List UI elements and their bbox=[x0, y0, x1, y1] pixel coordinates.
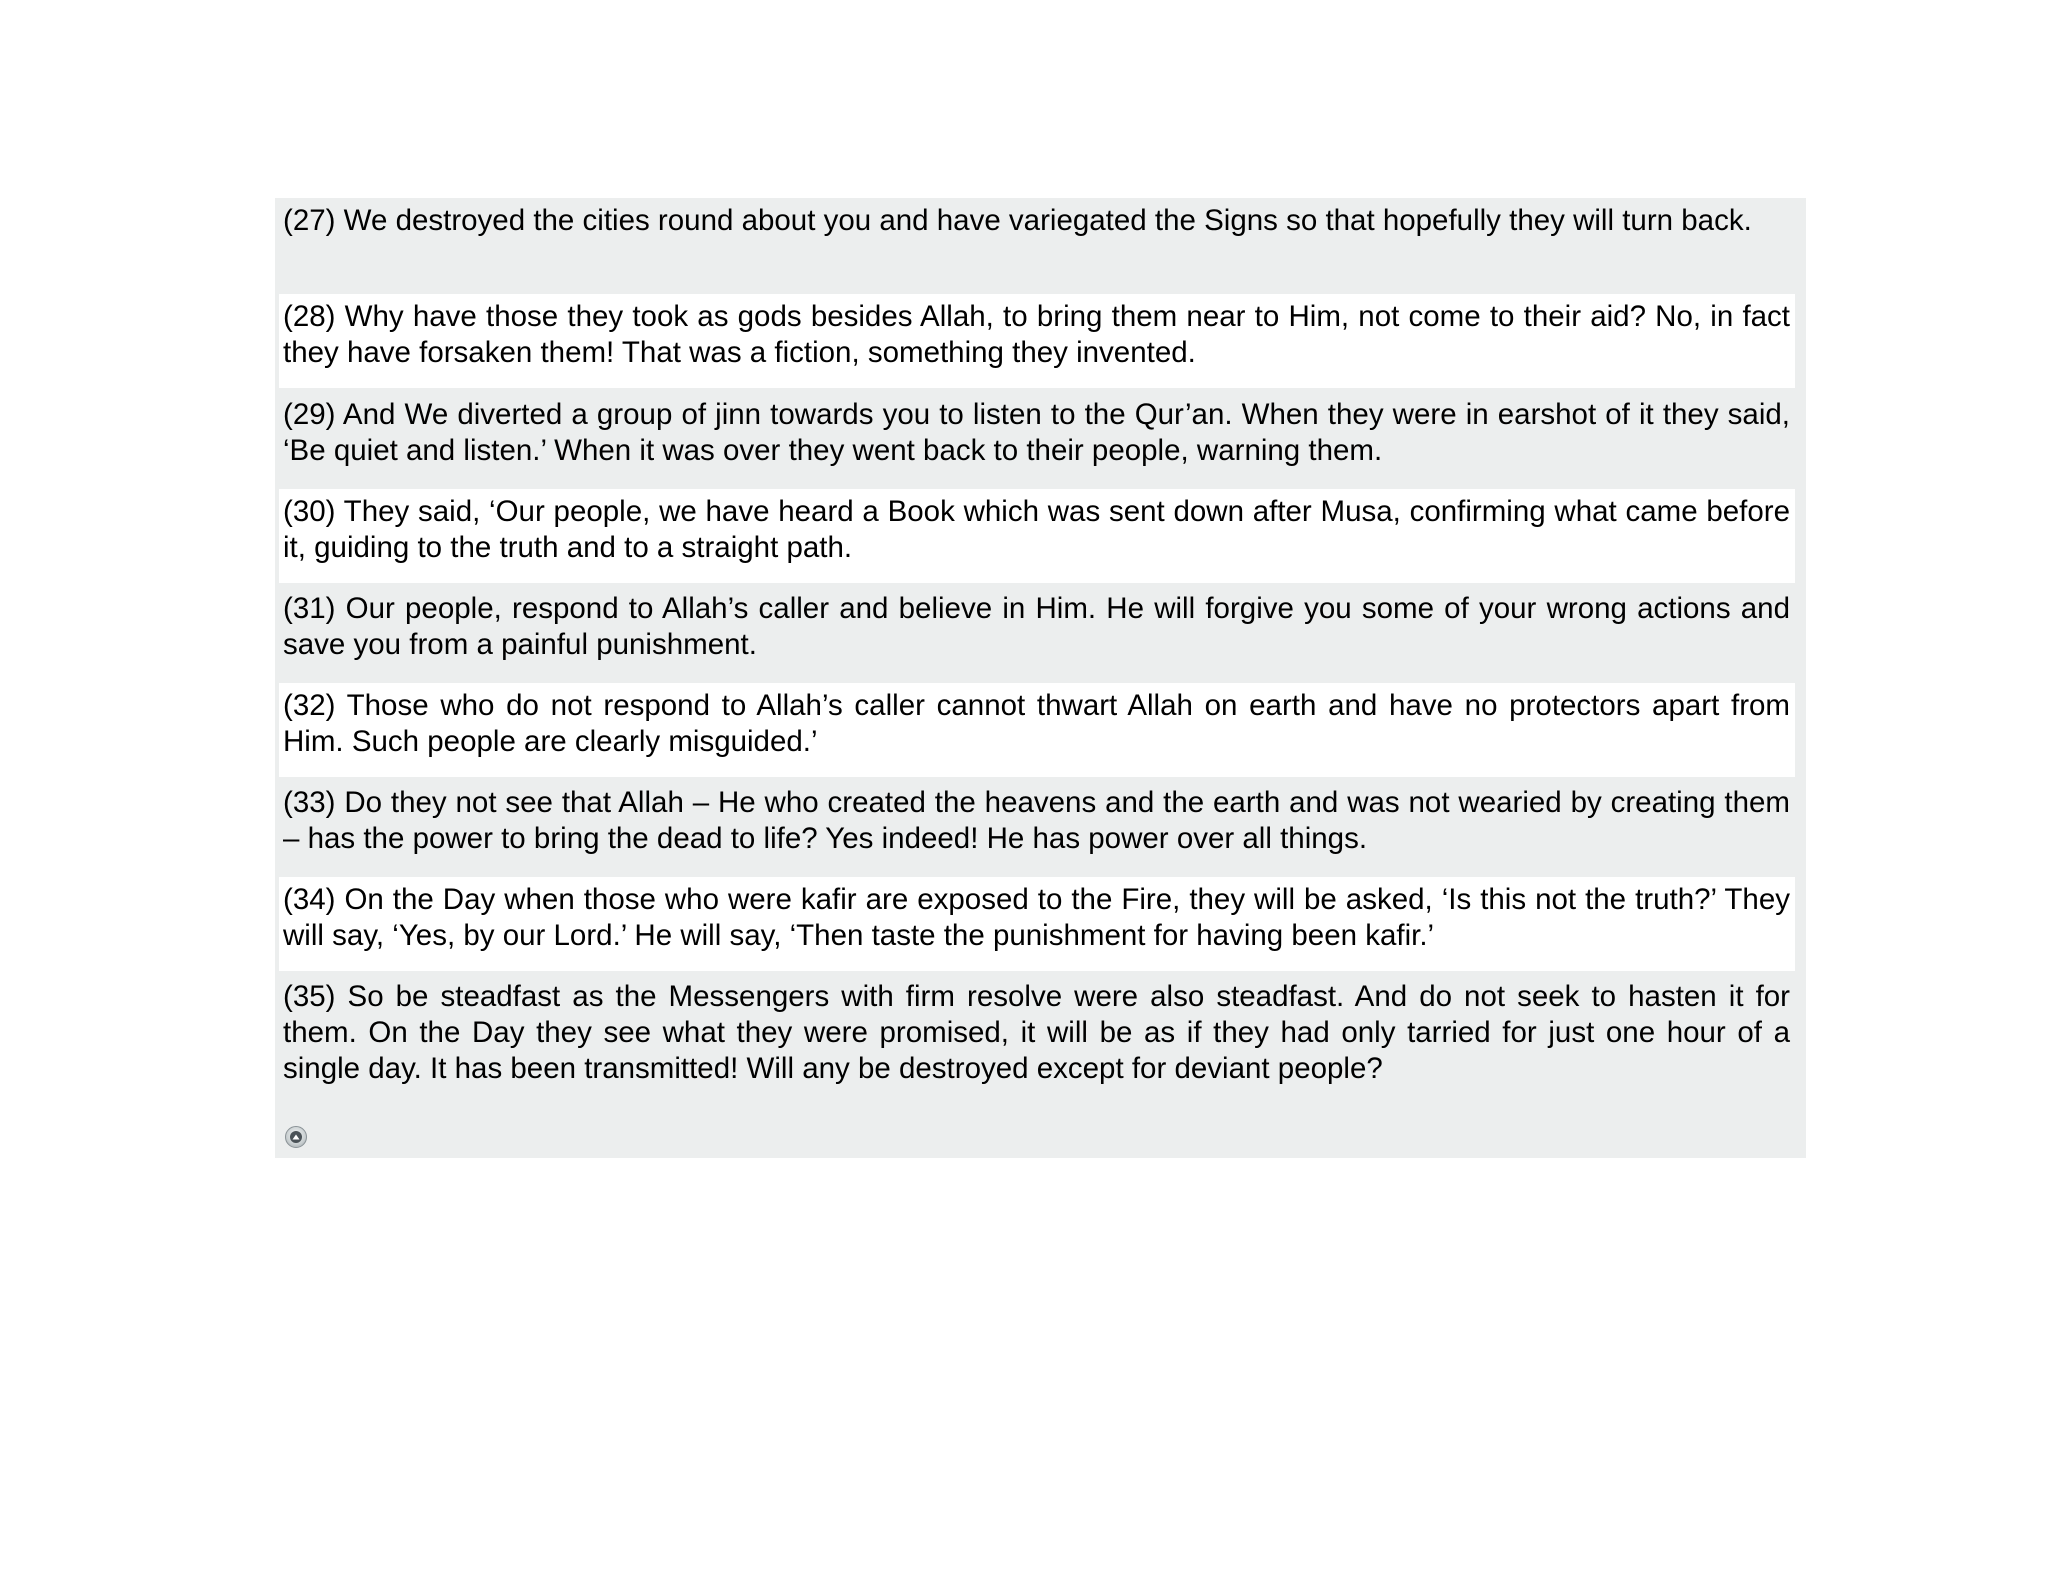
verse-27: (27) We destroyed the cities round about you and have variegated the Signs so that hopefully they will turn back. bbox=[279, 198, 1795, 294]
up-arrow-icon bbox=[290, 1131, 302, 1143]
verse-30: (30) They said, ‘Our people, we have heard a Book which was sent down after Musa, confirming what came before it, guiding to the truth and to a straight path. bbox=[279, 489, 1795, 583]
verse-29: (29) And We diverted a group of jinn towards you to listen to the Qur’an. When they were in earshot of it they said, ‘Be quiet and listen.’ When it was over they went back to their people, warning them. bbox=[279, 392, 1795, 486]
verse-31: (31) Our people, respond to Allah’s caller and believe in Him. He will forgive you some of your wrong actions and save you from a painful punishment. bbox=[279, 586, 1795, 680]
scroll-to-top-button[interactable] bbox=[285, 1126, 307, 1148]
verse-32: (32) Those who do not respond to Allah’s caller cannot thwart Allah on earth and have no protectors apart from Him. Such people are clearly misguided.’ bbox=[279, 683, 1795, 777]
verse-35: (35) So be steadfast as the Messengers with firm resolve were also steadfast. And do not seek to hasten it for them. On the Day they see what they were promised, it will be as if they had only tarried for just one hour of a single day. It has been transmitted! Will any be destroyed except for deviant people? bbox=[279, 974, 1795, 1100]
verses-panel bbox=[275, 198, 1806, 1158]
verse-33: (33) Do they not see that Allah – He who created the heavens and the earth and was not wearied by creating them – has the power to bring the dead to life? Yes indeed! He has power over all things. bbox=[279, 780, 1795, 874]
verse-28: (28) Why have those they took as gods besides Allah, to bring them near to Him, not come to their aid? No, in fact they have forsaken them! That was a fiction, something they invented. bbox=[279, 294, 1795, 388]
verse-34: (34) On the Day when those who were kafir are exposed to the Fire, they will be asked, ‘Is this not the truth?’ They will say, ‘Yes, by our Lord.’ He will say, ‘Then taste the punishment for having been kafir.’ bbox=[279, 877, 1795, 971]
